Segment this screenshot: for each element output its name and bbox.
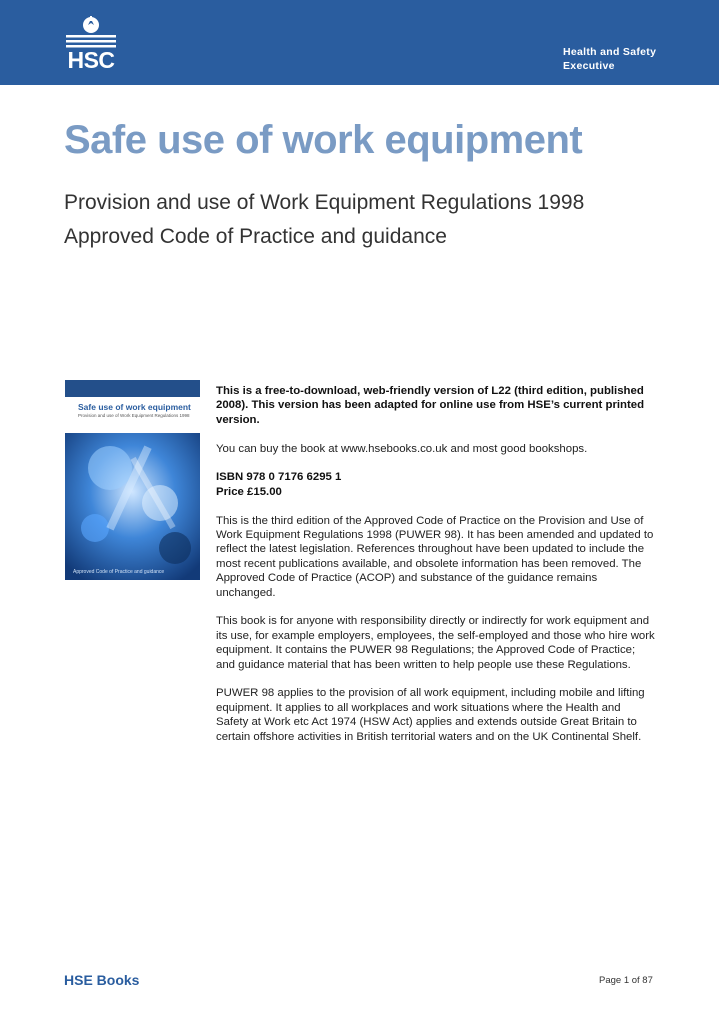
- cover-photo: [65, 433, 200, 580]
- subtitle-line-2: Approved Code of Practice and guidance: [64, 225, 447, 248]
- document-subtitle: [64, 186, 584, 254]
- org-line-1: Health and Safety: [563, 46, 657, 58]
- edition-paragraph: This is the third edition of the Approved Code of Practice on the Provision and Use of Work Equipment Regulations 1998 (PUWER 98). It has been amended and updated to reflect the latest legislation. References throughout have been updated to include the most recent publications available, and obsolete information has been removed. The Approved Code of Practice (ACOP) and substance of the guidance remains unchanged.: [216, 514, 654, 599]
- crown-emblem-icon: [64, 14, 118, 48]
- header-bar: [0, 0, 719, 85]
- hsc-logo: [64, 14, 118, 72]
- intro-statement: This is a free-to-download, web-friendly version of L22 (third edition, published 2008). This version has been adapted for online use from HSE’s current printed version.: [216, 385, 645, 426]
- publisher-name: HSE Books: [64, 972, 140, 988]
- intro-content: [216, 384, 656, 758]
- purchase-info: You can buy the book at www.hsebooks.co.uk and most good bookshops.: [216, 442, 588, 455]
- isbn-price-block: [216, 470, 656, 499]
- isbn: ISBN 978 0 7176 6295 1: [216, 471, 342, 484]
- cover-header-band: [65, 380, 200, 397]
- cover-subtitle: Provision and use of Work Equipment Regulations 1998: [78, 413, 190, 418]
- organisation-name: [563, 45, 656, 73]
- scope-paragraph: PUWER 98 applies to the provision of all work equipment, including mobile and lifting equipment. It applies to all workplaces and work situations where the Health and Safety at Work etc Act 1974 (HSW Act) applies and extends outside Great Britain to certain offshore activities in British territorial waters and on the UK Continental Shelf.: [216, 687, 645, 743]
- cover-footer: Approved Code of Practice and guidance: [73, 569, 165, 575]
- price: Price £15.00: [216, 485, 282, 498]
- page-number: Page 1 of 87: [599, 975, 653, 986]
- logo-text: HSC: [67, 47, 115, 73]
- book-cover-image: [65, 380, 200, 580]
- subtitle-line-1: Provision and use of Work Equipment Regulations 1998: [64, 191, 585, 214]
- cover-title: Safe use of work equipment: [78, 402, 191, 412]
- document-title: Safe use of work equipment: [64, 118, 583, 162]
- org-line-2: Executive: [563, 60, 615, 72]
- audience-paragraph: This book is for anyone with responsibility directly or indirectly for work equipment and its use, for example employers, employees, the self-employed and those who hire work equipment. It contains the PUWER 98 Regulations; the Approved Code of Practice; and guidance material that has been written to help people use these Regulations.: [216, 615, 655, 671]
